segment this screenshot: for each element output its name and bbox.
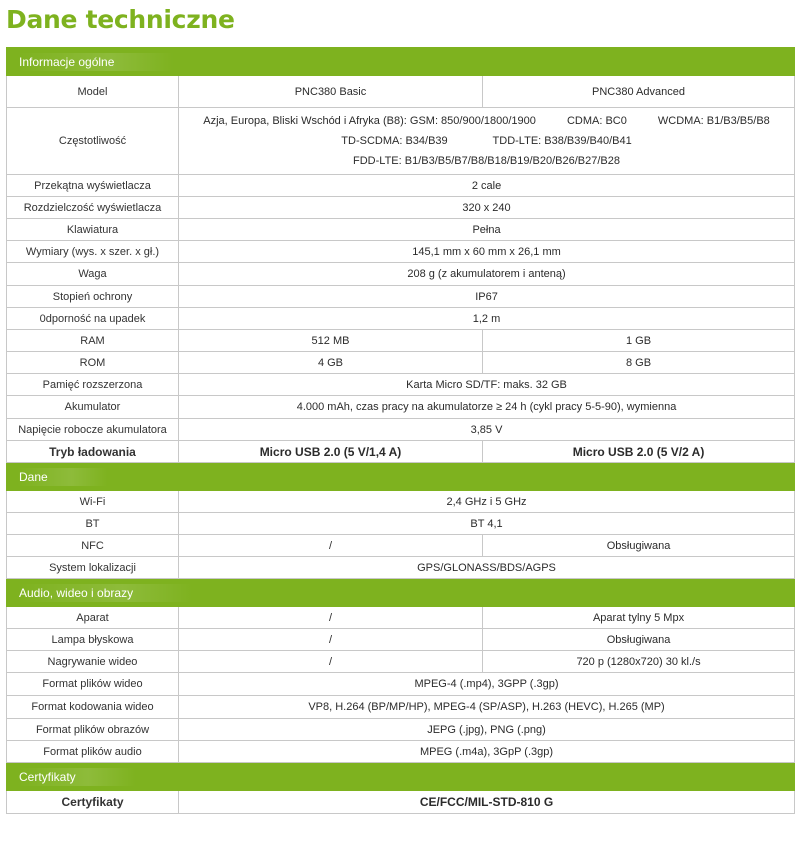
row-label: RAM xyxy=(7,330,179,352)
row-label: Format plików wideo xyxy=(7,673,179,696)
cell-value: 145,1 mm x 60 mm x 26,1 mm xyxy=(179,241,795,263)
table-row xyxy=(7,491,795,513)
section-header-data xyxy=(7,463,795,491)
table-row xyxy=(7,741,795,763)
cell-advanced: 8 GB xyxy=(483,352,795,374)
row-label: Nagrywanie wideo xyxy=(7,651,179,673)
cell-advanced: Obsługiwana xyxy=(483,535,795,557)
table-row xyxy=(7,513,795,535)
table-row xyxy=(7,535,795,557)
cell-value: CE/FCC/MIL-STD-810 G xyxy=(179,791,795,814)
frequency-cell xyxy=(179,108,795,175)
cell-advanced: PNC380 Advanced xyxy=(483,76,795,108)
row-label: Format plików audio xyxy=(7,741,179,763)
cell-value: BT 4,1 xyxy=(179,513,795,535)
row-label: NFC xyxy=(7,535,179,557)
table-row xyxy=(7,330,795,352)
cell-basic: 512 MB xyxy=(179,330,483,352)
cell-value: MPEG (.m4a), 3GpP (.3gp) xyxy=(179,741,795,763)
section-header-media xyxy=(7,579,795,607)
row-label: Model xyxy=(7,76,179,108)
row-label: System lokalizacji xyxy=(7,557,179,579)
row-label: Waga xyxy=(7,263,179,286)
table-row xyxy=(7,629,795,651)
table-row xyxy=(7,286,795,308)
row-label: Lampa błyskowa xyxy=(7,629,179,651)
frequency-region: Azja, Europa, Bliski Wschód i Afryka (B8): xyxy=(203,115,407,127)
frequency-line xyxy=(183,111,790,131)
row-label: Akumulator xyxy=(7,396,179,419)
frequency-fdd-lte: FDD-LTE: B1/B3/B5/B7/B8/B18/B19/B20/B26/B27/B28 xyxy=(353,155,621,167)
cell-value: 208 g (z akumulatorem i anteną) xyxy=(179,263,795,286)
cell-advanced: Micro USB 2.0 (5 V/2 A) xyxy=(483,441,795,463)
section-title: Dane xyxy=(17,468,108,486)
table-row xyxy=(7,651,795,673)
table-row xyxy=(7,263,795,286)
row-label: Wymiary (wys. x szer. x gł.) xyxy=(7,241,179,263)
cell-basic: PNC380 Basic xyxy=(179,76,483,108)
section-title: Certyfikaty xyxy=(17,768,136,786)
table-row xyxy=(7,607,795,629)
table-row xyxy=(7,396,795,419)
table-row xyxy=(7,374,795,396)
table-row xyxy=(7,219,795,241)
row-label: Tryb ładowania xyxy=(7,441,179,463)
table-row xyxy=(7,175,795,197)
cell-value: GPS/GLONASS/BDS/AGPS xyxy=(179,557,795,579)
table-row xyxy=(7,696,795,719)
row-label: Napięcie robocze akumulatora xyxy=(7,419,179,441)
row-label: Certyfikaty xyxy=(7,791,179,814)
table-row xyxy=(7,197,795,219)
cell-basic: / xyxy=(179,607,483,629)
table-row xyxy=(7,419,795,441)
row-label: BT xyxy=(7,513,179,535)
table-row xyxy=(7,719,795,741)
cell-value: 2,4 GHz i 5 GHz xyxy=(179,491,795,513)
section-title: Informacje ogólne xyxy=(17,53,174,71)
table-row xyxy=(7,441,795,463)
spec-table xyxy=(6,47,795,814)
row-label: Format plików obrazów xyxy=(7,719,179,741)
row-label: Stopień ochrony xyxy=(7,286,179,308)
table-row xyxy=(7,308,795,330)
row-label: Pamięć rozszerzona xyxy=(7,374,179,396)
frequency-cdma: CDMA: BC0 xyxy=(566,115,627,127)
cell-value: IP67 xyxy=(179,286,795,308)
cell-value: VP8, H.264 (BP/MP/HP), MPEG-4 (SP/ASP), H.263 (HEVC), H.265 (MP) xyxy=(179,696,795,719)
row-label: Aparat xyxy=(7,607,179,629)
cell-value: 4.000 mAh, czas pracy na akumulatorze ≥ 24 h (cykl pracy 5-5-90), wymienna xyxy=(179,396,795,419)
table-row xyxy=(7,108,795,175)
table-row xyxy=(7,352,795,374)
cell-advanced: 720 p (1280x720) 30 kl./s xyxy=(483,651,795,673)
cell-advanced: 1 GB xyxy=(483,330,795,352)
table-row xyxy=(7,791,795,814)
row-label: Częstotliwość xyxy=(7,108,179,175)
frequency-line xyxy=(183,131,790,151)
row-label: ROM xyxy=(7,352,179,374)
cell-value: 3,85 V xyxy=(179,419,795,441)
cell-value: Pełna xyxy=(179,219,795,241)
section-header-certs xyxy=(7,763,795,791)
cell-basic: 4 GB xyxy=(179,352,483,374)
cell-basic: Micro USB 2.0 (5 V/1,4 A) xyxy=(179,441,483,463)
section-title: Audio, wideo i obrazy xyxy=(17,584,193,602)
table-row xyxy=(7,76,795,108)
table-row xyxy=(7,557,795,579)
cell-value: 320 x 240 xyxy=(179,197,795,219)
row-label: Wi-Fi xyxy=(7,491,179,513)
cell-basic: / xyxy=(179,535,483,557)
table-row xyxy=(7,673,795,696)
frequency-gsm: GSM: 850/900/1800/1900 xyxy=(409,115,536,127)
row-label: Format kodowania wideo xyxy=(7,696,179,719)
cell-value: 2 cale xyxy=(179,175,795,197)
cell-advanced: Obsługiwana xyxy=(483,629,795,651)
section-header-general xyxy=(7,48,795,76)
row-label: Przekątna wyświetlacza xyxy=(7,175,179,197)
cell-basic: / xyxy=(179,651,483,673)
frequency-wcdma: WCDMA: B1/B3/B5/B8 xyxy=(657,115,770,127)
cell-value: MPEG-4 (.mp4), 3GPP (.3gp) xyxy=(179,673,795,696)
table-row xyxy=(7,241,795,263)
row-label: 0dporność na upadek xyxy=(7,308,179,330)
cell-value: 1,2 m xyxy=(179,308,795,330)
frequency-td-scdma: TD-SCDMA: B34/B39 xyxy=(341,135,448,147)
row-label: Rozdzielczość wyświetlacza xyxy=(7,197,179,219)
row-label: Klawiatura xyxy=(7,219,179,241)
cell-advanced: Aparat tylny 5 Mpx xyxy=(483,607,795,629)
cell-value: Karta Micro SD/TF: maks. 32 GB xyxy=(179,374,795,396)
cell-value: JEPG (.jpg), PNG (.png) xyxy=(179,719,795,741)
page-title: Dane techniczne xyxy=(6,5,235,34)
frequency-tdd-lte: TDD-LTE: B38/B39/B40/B41 xyxy=(492,135,632,147)
cell-basic: / xyxy=(179,629,483,651)
